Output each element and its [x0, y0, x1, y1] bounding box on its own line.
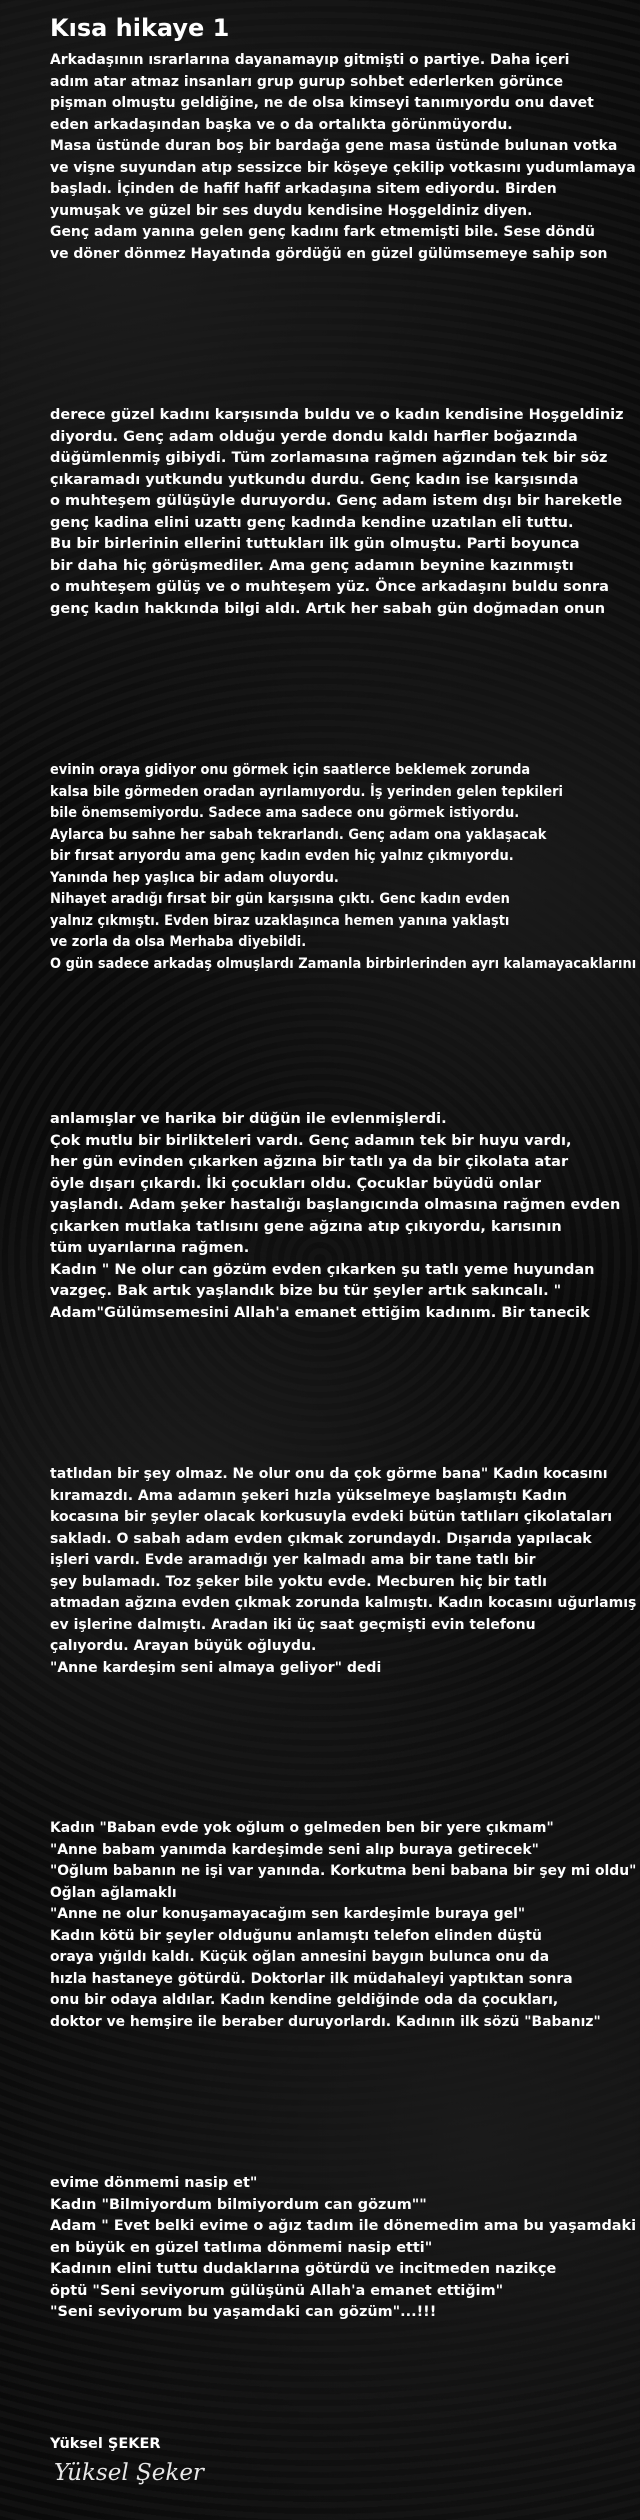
story-line: "Anne kardeşim seni almaya geliyor" dedi	[50, 1659, 382, 1676]
story-line: derece güzel kadını karşısında buldu ve o kadın kendisine Hoşgeldiniz	[50, 407, 624, 423]
story-line: tatlıdan bir şey olmaz. Ne olur onu da çok görme bana" Kadın kocasını	[50, 1466, 608, 1482]
story-line: genç kadın hakkında bilgi aldı. Artık her sabah gün doğmadan onun	[50, 600, 606, 617]
story-line: ve zorla da olsa Merhaba diyebildi.	[50, 934, 307, 950]
story-paragraph-6	[50, 1818, 640, 2033]
story-line: genç kadina elini uzattı genç kadında kendine uzatılan eli tuttu.	[50, 514, 574, 531]
story-line: Yanında hep yaşlıca bir adam oluyordu.	[50, 869, 339, 886]
story-line: Arkadaşının ısrarlarına dayanamayıp gitmişti o partiye. Daha içeri	[50, 52, 570, 68]
author-signature: Yüksel Şeker	[54, 2460, 204, 2486]
story-paragraph-1	[50, 50, 640, 265]
story-line: o muhteşem gülüşüyle duruyordu. Genç adam istem dışı bir hareketle	[50, 493, 623, 509]
story-line: O gün sadece arkadaş olmuşlardı Zamanla birbirlerinden ayrı kalamayacaklarını	[50, 955, 637, 972]
story-line: hızla hastaneye götürdü. Doktorlar ilk müdahaleyi yaptıktan sonra	[50, 1970, 573, 1987]
story-line: Kadın "Bilmiyordum bilmiyordum can gözum""	[50, 2196, 427, 2213]
author-name: Yüksel ŞEKER	[50, 2436, 161, 2452]
story-line: Adam " Evet belki evime o ağız tadım ile dönemedim ama bu yaşamdaki	[50, 2218, 637, 2234]
story-paragraph-2	[50, 405, 624, 620]
story-line: çıkarken mutlaka tatlısını gene ağzına atıp çıkıyordu, karısının	[50, 1218, 562, 1235]
story-paragraph-3	[50, 760, 640, 975]
story-line: bir daha hiç görüşmediler. Ama genç adamın beynine kazınmıştı	[50, 557, 574, 574]
story-line: bile önemsemiyordu. Sadece ama sadece onu görmek istiyordu.	[50, 805, 520, 821]
story-paragraph-5	[50, 1464, 640, 1679]
story-line: öyle dışarı çıkardı. İki çocukları oldu. Çocuklar büyüdü onlar	[50, 1175, 542, 1192]
story-line: "Anne ne olur konuşamayacağım sen kardeşimle buraya gel"	[50, 1906, 526, 1922]
story-line: öptü "Seni seviyorum gülüşünü Allah'a emanet ettiğim"	[50, 2282, 504, 2299]
story-line: diyordu. Genç adam olduğu yerde dondu kaldı harfler boğazında	[50, 428, 578, 445]
story-line: ve vişne suyundan atıp sessizce bir köşeye çekilip votkasını yudumlamaya	[50, 159, 636, 176]
story-line: Adam"Gülümsemesini Allah'a emanet ettiğim kadınım. Bir tanecik	[50, 1304, 590, 1321]
story-paragraph-7	[50, 2173, 639, 2324]
story-line: kıramazdı. Ama adamın şekeri hızla yükselmeye başlamıştı Kadın	[50, 1487, 567, 1504]
story-line: işleri vardı. Evde aramadığı yer kalmadı ama bir tane tatlı bir	[50, 1552, 536, 1568]
story-line: Nihayet aradığı fırsat bir gün karşısına çıktı. Genc kadın evden	[50, 891, 510, 907]
story-line: oraya yığıldı kaldı. Küçük oğlan annesini baygın bulunca onu da	[50, 1949, 550, 1965]
story-line: ve döner dönmez Hayatında gördüğü en güzel gülümsemeye sahip son	[50, 245, 608, 262]
story-line: evime dönmemi nasip et"	[50, 2175, 258, 2191]
story-line: sakladı. O sabah adam evden çıkmak zorundaydı. Dışarıda yapılacak	[50, 1530, 592, 1547]
story-line: tüm uyarılarına rağmen.	[50, 1240, 250, 1256]
story-line: Kadın "Baban evde yok oğlum o gelmeden ben bir yere çıkmam"	[50, 1820, 554, 1836]
story-line: evinin oraya gidiyor onu görmek için saatlerce beklemek zorunda	[50, 762, 531, 778]
story-line: "Seni seviyorum bu yaşamdaki can gözüm"...!!!	[50, 2304, 437, 2320]
story-line: bir fırsat arıyordu ama genç kadın evden hiç yalnız çıkmıyordu.	[50, 848, 514, 864]
story-line: o muhteşem gülüş ve o muhteşem yüz. Önce arkadaşını buldu sonra	[50, 579, 609, 595]
story-line: en büyük en güzel tatlıma dönmemi nasip etti"	[50, 2239, 433, 2256]
story-line: "Oğlum babanın ne işi var yanında. Korkutma beni babana bir şey mi oldu"	[50, 1863, 637, 1879]
story-line: Oğlan ağlamaklı	[50, 1884, 177, 1901]
story-line: düğümlenmiş gibiydi. Tüm zorlamasına rağmen ağzından tek bir söz	[50, 450, 608, 466]
story-line: Kadının elini tuttu dudaklarına götürdü ve incitmeden nazikçe	[50, 2261, 557, 2277]
story-line: ev işlerine dalmıştı. Aradan iki üç saat geçmişti evin telefonu	[50, 1616, 536, 1633]
story-line: yalnız çıkmıştı. Evden biraz uzaklaşınca hemen yanına yaklaştı	[50, 912, 510, 929]
story-line: Kadın kötü bir şeyler olduğunu anlamıştı telefon elinden düştü	[50, 1927, 542, 1944]
story-line: yumuşak ve güzel bir ses duydu kendisine Hoşgeldiniz diyen.	[50, 202, 533, 219]
story-line: Genç adam yanına gelen genç kadını fark etmemişti bile. Sese döndü	[50, 224, 595, 240]
story-line: çıkaramadı yutkundu yutkundu durdu. Genç kadın ise karşısında	[50, 471, 579, 488]
story-line: Çok mutlu bir birlikteleri vardı. Genç adamın tek bir huyu vardı,	[50, 1132, 572, 1149]
story-line: vazgeç. Bak artık yaşlandık bize bu tür şeyler artık sakıncalı. "	[50, 1283, 562, 1299]
story-line: başladı. İçinden de hafif hafif arkadaşına sitem ediyordu. Birden	[50, 181, 557, 197]
story-line: yaşlandı. Adam şeker hastalığı başlangıcında olmasına rağmen evden	[50, 1197, 621, 1213]
story-line: kalsa bile görmeden oradan ayrılamıyordu. İş yerinden gelen tepkileri	[50, 783, 564, 800]
story-line: eden arkadaşından başka ve o da ortalıkta görünmüyordu.	[50, 116, 513, 133]
story-line: Aylarca bu sahne her sabah tekrarlandı. Genç adam ona yaklaşacak	[50, 826, 547, 843]
story-line: her gün evinden çıkarken ağzına bir tatlı ya da bir çikolata atar	[50, 1154, 569, 1170]
story-line: "Anne babam yanımda kardeşimde seni alıp buraya getirecek"	[50, 1841, 539, 1858]
story-line: adım atar atmaz insanları grup gurup sohbet ederlerken görünce	[50, 73, 564, 90]
poem-title: Kısa hikaye 1	[50, 14, 230, 42]
story-line: kocasına bir şeyler olacak korkusuyla evdeki bütün tatlıları çikolataları	[50, 1509, 613, 1525]
story-line: atmadan ağzına evden çıkmak zorunda kalmıştı. Kadın kocasını uğurlamış	[50, 1595, 637, 1611]
story-line: pişman olmuştu geldiğine, ne de olsa kimseyi tanımıyordu onu davet	[50, 95, 594, 111]
story-line: Masa üstünde duran boş bir bardağa gene masa üstünde bulunan votka	[50, 138, 618, 154]
story-paragraph-4	[50, 1109, 620, 1324]
story-line: Bu bir birlerinin ellerini tuttukları ilk gün olmuştu. Parti boyunca	[50, 536, 580, 552]
story-line: anlamışlar ve harika bir düğün ile evlenmişlerdi.	[50, 1111, 447, 1127]
story-line: Kadın " Ne olur can gözüm evden çıkarken şu tatlı yeme huyundan	[50, 1261, 595, 1278]
story-line: onu bir odaya aldılar. Kadın kendine geldiğinde oda da çocukları,	[50, 1992, 559, 2008]
story-line: şey bulamadı. Toz şeker bile yoktu evde. Mecburen hiç bir tatlı	[50, 1573, 547, 1590]
story-line: doktor ve hemşire ile beraber duruyorlardı. Kadının ilk sözü "Babanız"	[50, 2013, 601, 2030]
story-line: çalıyordu. Arayan büyük oğluydu.	[50, 1638, 317, 1654]
